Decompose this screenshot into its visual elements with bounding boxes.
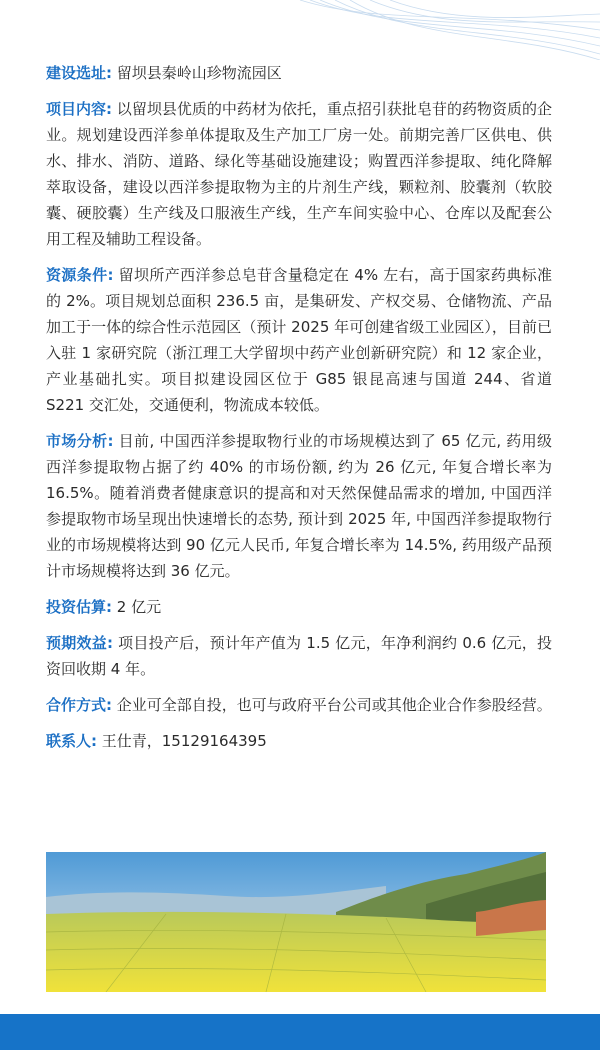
project-content [46, 60, 552, 764]
footer-bar [0, 1014, 600, 1050]
cooperation-label: 合作方式: [46, 696, 112, 714]
section-benefit [46, 630, 552, 682]
project-text: 以留坝县优质的中药材为依托，重点招引获批皂苷的药物资质的企业。规划建设西洋参单体提取及生产加工厂房一处。前期完善厂区供电、供水、排水、消防、道路、绿化等基础设施建设；购置西洋参提取、纯化降解萃取设备，建设以西洋参提取物为主的片剂生产线，颗粒剂、胶囊剂（软胶囊、硬胶囊）生产线及口服液生产线，生产车间实验中心、仓库以及配套公用工程及辅助工程设备。 [46, 100, 552, 248]
contact-text: 王仕青，15129164395 [97, 732, 267, 750]
section-project [46, 96, 552, 252]
project-label: 项目内容: [46, 100, 113, 118]
market-text: 目前, 中国西洋参提取物行业的市场规模达到了 65 亿元, 药用级西洋参提取物占据了约 40% 的市场份额, 约为 26 亿元, 年复合增长率为 16.5%。随着消费者健康意识的提高和对天然保健品需求的增加, 中国西洋参提取物市场呈现出快速增长的态势, 预计到 2025 年, 中国西洋参提取物行业的市场规模将达到 90 亿元人民币, 年复合增长率为 14.5%, 药用级产品预计市场规模将达到 36 亿元。 [46, 432, 553, 580]
section-resource [46, 262, 552, 418]
investment-text: 2 亿元 [112, 598, 162, 616]
section-investment [46, 594, 552, 620]
section-cooperation [46, 692, 552, 718]
rapeseed-field-photo [46, 852, 546, 992]
resource-text: 留坝所产西洋参总皂苷含量稳定在 4% 左右，高于国家药典标准的 2%。项目规划总面积 236.5 亩，是集研发、产权交易、仓储物流、产品加工于一体的综合性示范园区（预计 2025 年可创建省级工业园区），目前已入驻 1 家研究院（浙江理工大学留坝中药产业创新研究院）和 12 家企业，产业基础扎实。项目拟建设园区位于 G85 银昆高速与国道 244、省道 S221 交汇处，交通便利，物流成本较低。 [46, 266, 553, 414]
site-text: 留坝县秦岭山珍物流园区 [112, 64, 282, 82]
cooperation-text: 企业可全部自投，也可与政府平台公司或其他企业合作参股经营。 [112, 696, 552, 714]
section-contact [46, 728, 552, 754]
investment-label: 投资估算: [46, 598, 112, 616]
section-site [46, 60, 552, 86]
section-market [46, 428, 552, 584]
contact-label: 联系人: [46, 732, 97, 750]
top-wave-decoration [0, 0, 600, 60]
market-label: 市场分析: [46, 432, 114, 450]
benefit-text: 项目投产后，预计年产值为 1.5 亿元，年净利润约 0.6 亿元，投资回收期 4 年。 [46, 634, 552, 678]
benefit-label: 预期效益: [46, 634, 114, 652]
site-label: 建设选址: [46, 64, 112, 82]
resource-label: 资源条件: [46, 266, 114, 284]
